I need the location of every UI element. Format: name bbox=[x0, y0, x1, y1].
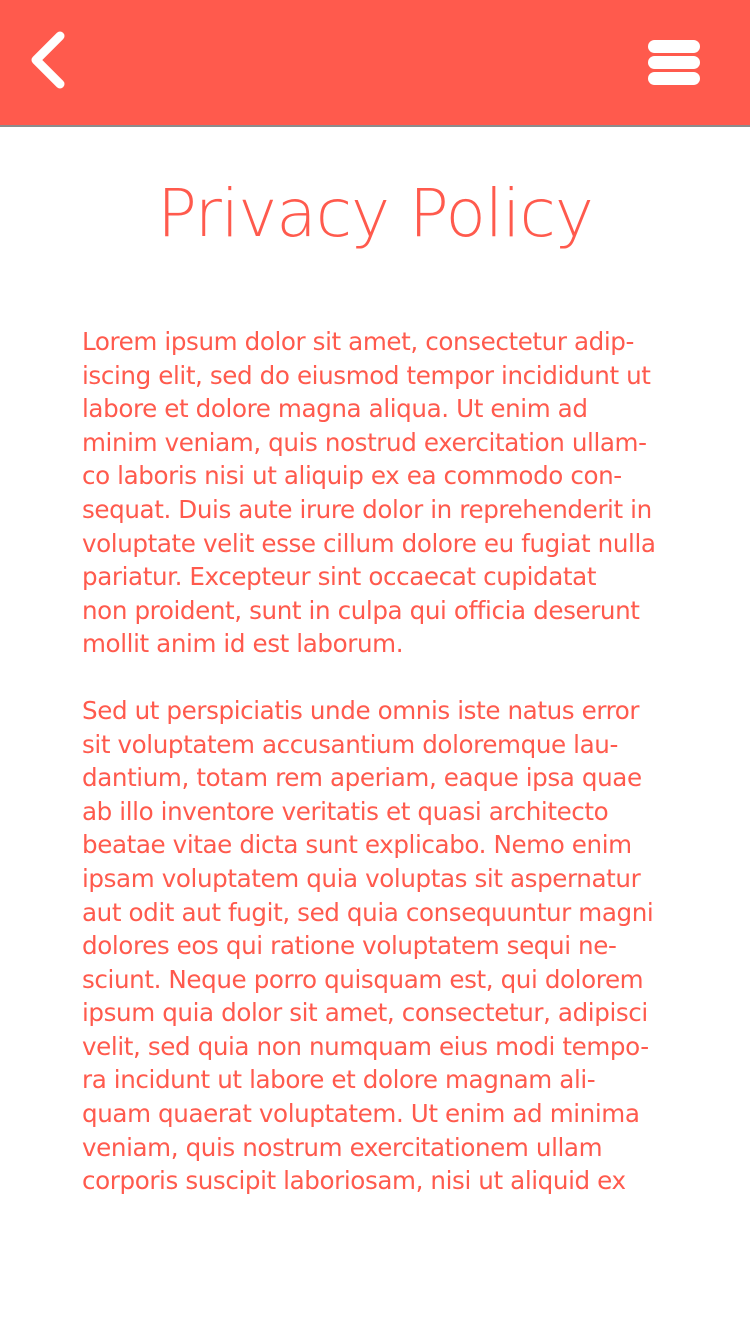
hamburger-menu-icon[interactable] bbox=[638, 30, 710, 96]
chevron-left-icon[interactable] bbox=[14, 22, 84, 98]
top-navigation-bar bbox=[0, 0, 750, 127]
page-title: Privacy Policy bbox=[157, 175, 593, 252]
policy-paragraph-2: Sed ut perspiciatis unde omnis iste natus error sit voluptatem accusantium doloremque lau- dantium, totam rem aperiam, eaque ipsa quae ab illo inventore veritatis et quasi architecto beatae vitae dicta sunt explicabo. Nemo enim ipsam voluptatem quia voluptas sit aspernatur aut odit aut fugit, sed quia consequuntur magni dolores eos qui ratione voluptatem sequi ne- sciunt. Neque porro quisquam est, qui dolorem ipsum quia dolor sit amet, consectetur, adipisci velit, sed quia non numquam eius modi tempo- ra incidunt ut labore et dolore magnam ali- quam quaerat voluptatem. Ut enim ad minima veniam, quis nostrum exercitationem ullam corporis suscipit laboriosam, nisi ut aliquid ex bbox=[82, 695, 654, 1196]
policy-paragraph-1: Lorem ipsum dolor sit amet, consectetur adip- iscing elit, sed do eiusmod tempor incididunt ut labore et dolore magna aliqua. Ut enim ad minim veniam, quis nostrud exercitation ullam- co laboris nisi ut aliquip ex ea commodo con- sequat. Duis aute irure dolor in reprehenderit in voluptate velit esse cillum dolore eu fugiat nulla pariatur. Excepteur sint occaecat cupidatat non proident, sunt in culpa qui officia deserunt mollit anim id est laborum. bbox=[82, 327, 656, 659]
policy-content bbox=[82, 325, 672, 1231]
